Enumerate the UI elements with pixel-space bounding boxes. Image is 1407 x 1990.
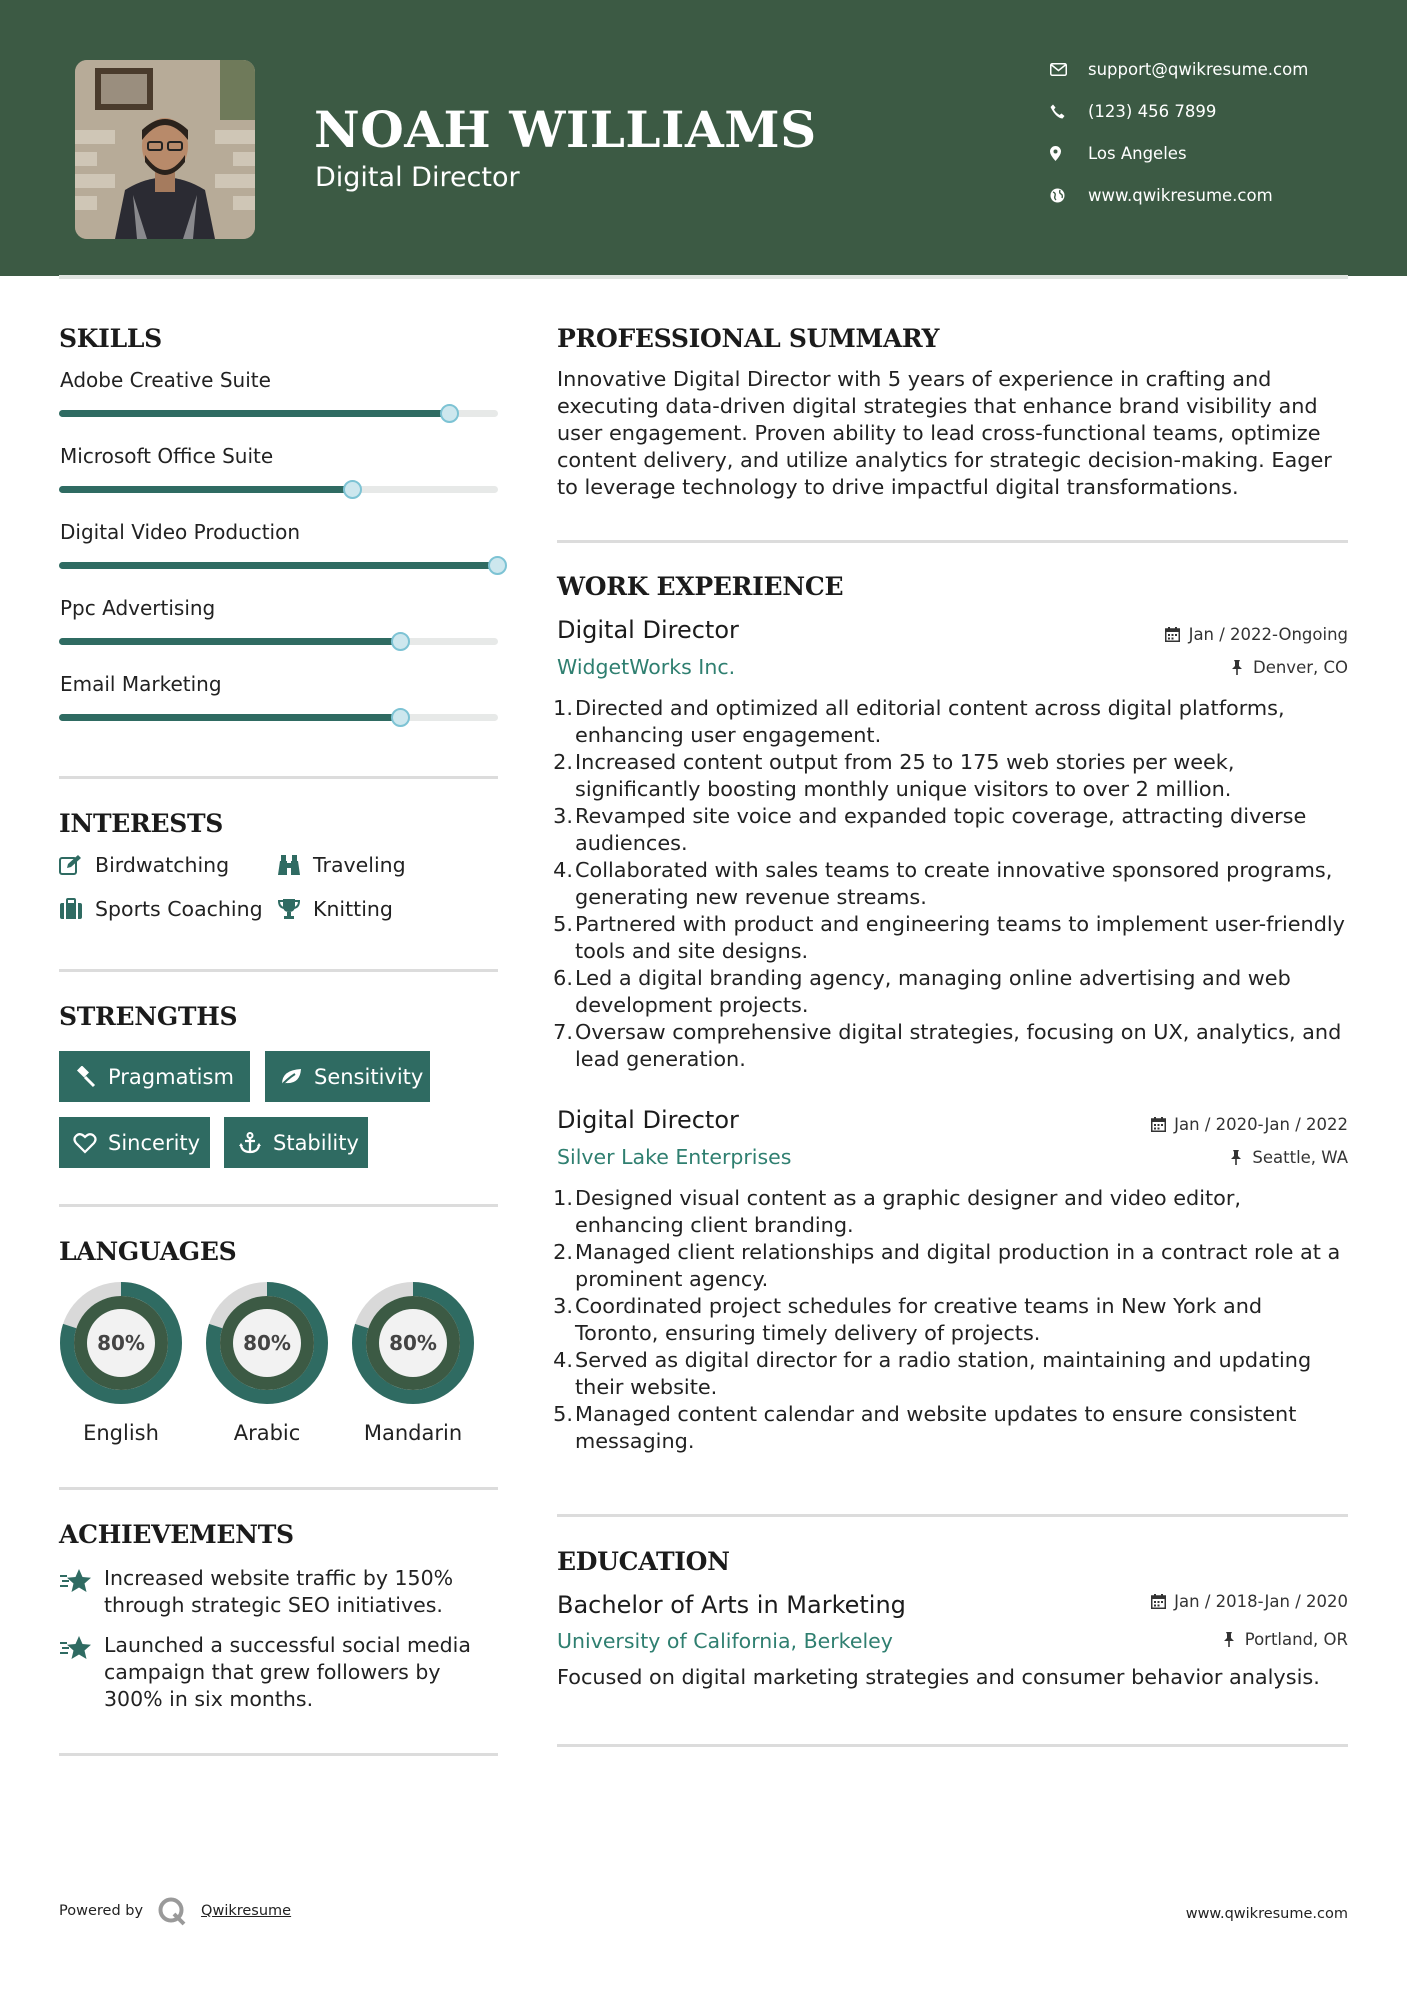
job-bullets xyxy=(553,1185,1348,1455)
education-heading: EDUCATION xyxy=(557,1547,730,1576)
strength-badge xyxy=(224,1117,368,1168)
contact-phone[interactable] xyxy=(1050,96,1216,126)
powered-by-text: Powered by xyxy=(59,1903,144,1919)
skill-item xyxy=(59,368,498,430)
contact-website-text: www.qwikresume.com xyxy=(1088,185,1273,205)
achievements-heading: ACHIEVEMENTS xyxy=(59,1520,294,1549)
education-location xyxy=(1220,1630,1348,1649)
skills-heading: SKILLS xyxy=(59,324,162,353)
calendar-icon xyxy=(1164,626,1182,644)
skill-bar-knob xyxy=(488,556,507,575)
briefcase-icon xyxy=(59,897,85,921)
strength-badge xyxy=(265,1051,430,1102)
footer-powered-by xyxy=(59,1896,291,1926)
skill-bar-fill xyxy=(59,562,498,569)
skill-item xyxy=(59,520,498,582)
achievement-text: Increased website traffic by 150% through strategic SEO initiatives. xyxy=(104,1566,454,1617)
job-title: Digital Director xyxy=(557,1106,739,1134)
language-ring xyxy=(59,1281,183,1405)
company-name[interactable]: Silver Lake Enterprises xyxy=(557,1145,792,1169)
education-dates-text: Jan / 2018-Jan / 2020 xyxy=(1174,1592,1348,1611)
contact-location xyxy=(1050,138,1187,168)
binoculars-icon xyxy=(277,853,303,877)
strength-label: Sincerity xyxy=(108,1130,201,1155)
qwikresume-link[interactable]: Qwikresume xyxy=(201,1903,292,1919)
language-name: English xyxy=(83,1421,159,1445)
job-bullet: 5. Partnered with product and engineering teams to implement user-friendly tools and site designs. xyxy=(553,912,1345,963)
interest-item xyxy=(277,897,393,921)
job-bullet: 1. Designed visual content as a graphic designer and video editor, enhancing client branding. xyxy=(553,1186,1242,1237)
skill-name: Digital Video Production xyxy=(60,520,301,544)
interest-item xyxy=(59,853,229,877)
interest-label: Birdwatching xyxy=(95,853,230,877)
skill-name: Email Marketing xyxy=(60,672,222,696)
language-name: Arabic xyxy=(233,1421,301,1445)
language-item xyxy=(59,1281,183,1445)
job-bullet: 2. Increased content output from 25 to 175 web stories per week, significantly boosting monthly unique visitors to over 2 million. xyxy=(553,750,1235,801)
job-bullet: 3. Coordinated project schedules for creative teams in New York and Toronto, ensuring timely delivery of projects. xyxy=(553,1294,1263,1345)
education-location-text: Portland, OR xyxy=(1244,1630,1348,1649)
interests-heading: INTERESTS xyxy=(59,809,224,838)
job-bullet: 1. Directed and optimized all editorial content across digital platforms, enhancing user engagement. xyxy=(553,696,1285,747)
job-title: Digital Director xyxy=(557,616,739,644)
language-item xyxy=(351,1281,475,1445)
strength-label: Sensitivity xyxy=(314,1064,424,1089)
skill-name: Adobe Creative Suite xyxy=(60,368,271,392)
language-percent: 80% xyxy=(97,1331,145,1355)
resume-header xyxy=(0,0,1407,276)
job-bullet: 3. Revamped site voice and expanded topic coverage, attracting diverse audiences. xyxy=(553,804,1307,855)
job-location xyxy=(1227,1148,1348,1167)
heart-icon xyxy=(71,1131,99,1155)
skill-bar-knob xyxy=(440,404,459,423)
candidate-title: Digital Director xyxy=(315,162,520,193)
education-dates xyxy=(1149,1592,1348,1611)
skill-bar xyxy=(59,638,498,645)
contact-website[interactable] xyxy=(1050,180,1273,210)
candidate-name: NOAH WILLIAMS xyxy=(314,100,817,159)
star-icon xyxy=(59,1567,93,1595)
language-percent: 80% xyxy=(389,1331,437,1355)
star-icon xyxy=(59,1634,93,1662)
section-divider xyxy=(59,1204,498,1207)
school-name[interactable]: University of California, Berkeley xyxy=(557,1629,893,1653)
job-dates xyxy=(1149,1115,1348,1134)
degree-title: Bachelor of Arts in Marketing xyxy=(557,1591,906,1619)
section-divider xyxy=(557,1744,1348,1747)
contact-email[interactable] xyxy=(1050,54,1308,84)
skill-item xyxy=(59,596,498,658)
skill-bar-fill xyxy=(59,714,401,721)
skill-bar xyxy=(59,410,498,417)
language-ring xyxy=(205,1281,329,1405)
skill-bar xyxy=(59,486,498,493)
language-ring xyxy=(351,1281,475,1405)
interest-label: Knitting xyxy=(313,897,393,921)
qwikresume-logo-icon xyxy=(157,1896,187,1926)
achievement-text: Launched a successful social media campaign that grew followers by 300% in six months. xyxy=(104,1633,471,1711)
strength-label: Stability xyxy=(273,1130,359,1155)
languages-heading: LANGUAGES xyxy=(59,1237,237,1266)
contact-location-text: Los Angeles xyxy=(1088,143,1187,163)
summary-text: Innovative Digital Director with 5 years of experience in crafting and executing data-driven digital strategies that enhance brand visibility and user engagement. Proven ability to lead cross-functional teams, optimize content delivery, and utilize analytics for strategic decision-making. Eager to leverage technology to drive impactful digital transformations. xyxy=(557,367,1332,499)
education-description: Focused on digital marketing strategies and consumer behavior analysis. xyxy=(557,1665,1320,1689)
job-dates xyxy=(1164,625,1348,644)
experience-heading: WORK EXPERIENCE xyxy=(557,572,844,601)
skill-item xyxy=(59,672,498,734)
skill-bar xyxy=(59,562,498,569)
skill-bar-knob xyxy=(343,480,362,499)
strength-badge xyxy=(59,1051,250,1102)
section-divider xyxy=(59,776,498,779)
skill-item xyxy=(59,444,498,506)
job-location-text: Seattle, WA xyxy=(1252,1148,1348,1167)
language-name: Mandarin xyxy=(363,1421,463,1445)
edit-icon xyxy=(59,853,85,877)
job-bullet: 5. Managed content calendar and website updates to ensure consistent messaging. xyxy=(553,1402,1297,1453)
interest-label: Sports Coaching xyxy=(95,897,263,921)
footer-website[interactable]: www.qwikresume.com xyxy=(1185,1906,1348,1922)
job-bullet: 2. Managed client relationships and digital production in a contract role at a prominent agency. xyxy=(553,1240,1341,1291)
skill-name: Microsoft Office Suite xyxy=(60,444,274,468)
contact-phone-text: (123) 456 7899 xyxy=(1088,101,1217,121)
language-percent: 80% xyxy=(243,1331,291,1355)
strength-badge xyxy=(59,1117,210,1168)
strengths-heading: STRENGTHS xyxy=(59,1002,238,1031)
section-divider xyxy=(59,1487,498,1490)
job-bullet: 7. Oversaw comprehensive digital strategies, focusing on UX, analytics, and lead generation. xyxy=(553,1020,1342,1071)
section-divider xyxy=(59,969,498,972)
contact-email-text: support@qwikresume.com xyxy=(1088,59,1309,79)
job-bullets xyxy=(553,695,1348,1073)
skill-bar-knob xyxy=(391,708,410,727)
strength-label: Pragmatism xyxy=(108,1064,234,1089)
leaf-icon xyxy=(277,1065,305,1089)
calendar-icon xyxy=(1149,1593,1167,1611)
interest-item xyxy=(277,853,406,877)
job-dates-text: Jan / 2020-Jan / 2022 xyxy=(1174,1115,1348,1134)
pushpin-icon xyxy=(1228,659,1246,677)
job-bullet: 6. Led a digital branding agency, managing online advertising and web development projects. xyxy=(553,966,1291,1017)
gavel-icon xyxy=(71,1065,99,1089)
pushpin-icon xyxy=(1220,1631,1238,1649)
anchor-icon xyxy=(236,1131,264,1155)
section-divider xyxy=(557,1514,1348,1517)
interest-item xyxy=(59,897,263,921)
trophy-icon xyxy=(277,897,303,921)
phone-icon xyxy=(1050,101,1074,121)
skill-bar-knob xyxy=(391,632,410,651)
language-item xyxy=(205,1281,329,1445)
globe-icon xyxy=(1050,185,1074,205)
envelope-icon xyxy=(1050,59,1074,79)
skill-bar-fill xyxy=(59,410,450,417)
skill-name: Ppc Advertising xyxy=(60,596,216,620)
calendar-icon xyxy=(1149,1116,1167,1134)
job-location xyxy=(1228,658,1348,677)
interest-label: Traveling xyxy=(313,853,406,877)
section-divider xyxy=(59,1753,498,1756)
job-location-text: Denver, CO xyxy=(1252,658,1348,677)
location-pin-icon xyxy=(1050,143,1074,163)
skill-bar-fill xyxy=(59,638,401,645)
skill-bar-fill xyxy=(59,486,353,493)
profile-photo xyxy=(75,60,255,239)
summary-heading: PROFESSIONAL SUMMARY xyxy=(557,324,940,353)
skill-bar xyxy=(59,714,498,721)
pushpin-icon xyxy=(1227,1149,1245,1167)
section-divider xyxy=(557,540,1348,543)
job-bullet: 4. Collaborated with sales teams to create innovative sponsored programs, generating new revenue streams. xyxy=(553,858,1333,909)
job-dates-text: Jan / 2022-Ongoing xyxy=(1188,625,1348,644)
job-bullet: 4. Served as digital director for a radio station, maintaining and updating their website. xyxy=(553,1348,1312,1399)
header-divider xyxy=(59,275,1348,279)
company-name[interactable]: WidgetWorks Inc. xyxy=(557,655,736,679)
